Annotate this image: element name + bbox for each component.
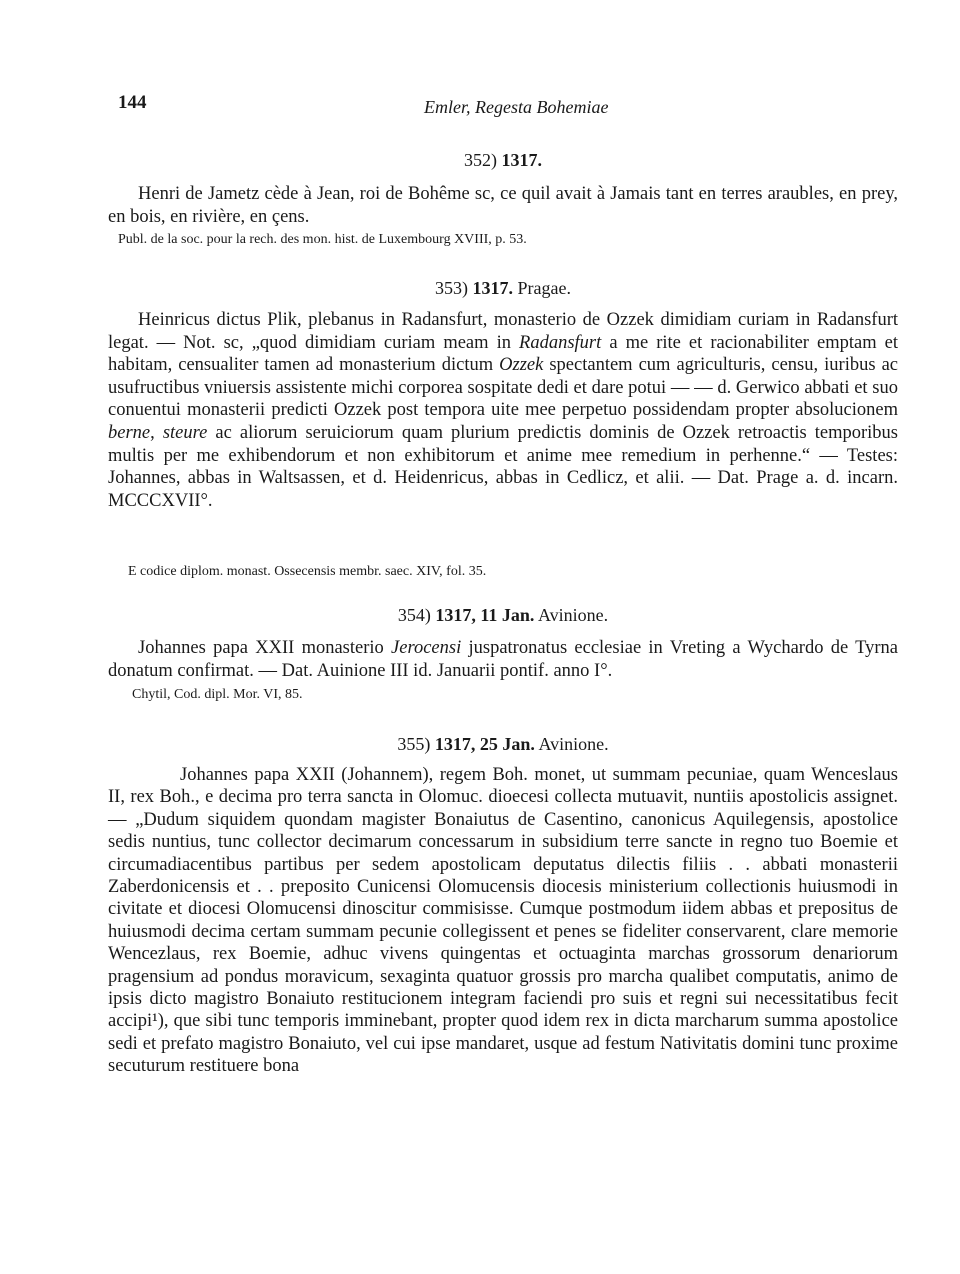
text-part: a me rite et racionabiliter emptam et habitam, censualiter tamen ad monasterium dictum bbox=[108, 332, 898, 376]
text-part-italic: berne bbox=[108, 422, 151, 443]
text-part: , bbox=[150, 422, 163, 443]
entry-number: 354) bbox=[397, 605, 431, 625]
page-header bbox=[118, 92, 900, 122]
entry-355-text: Johannes papa XXII (Johannem), regem Boh. monet, ut summam pecuniae, quam Wenceslaus II, rex Boh., e decima pro terra sancta in Olomuc. dioecesi collecta mutuavit, nuntiis apostolicis assignet. — „Dudum siquidem quondam magister Bonaiutus de Casentino, canonicus Aquilegensis, apostolice sedis nuntius, tunc collector decimarum concessarum in subsidium terre sancte in regno tuo Boemie et circumadiacentibus partibus per sedem apostolicam deputatus dilectis filiis . . abbati monasterii Zaberdonicensis et . . preposito Cunicensi Olomucensis diocesis ministerium collectionis huiusmodi in civitate et diocesi Olomucensi dinoscitur commisisse. Cumque postmodum iidem abbas et prepositus de huiusmodi decima certam summam pecunie collegissent et penes se fideliter conservarent, clare memorie Wencezlaus, rex Boemie, adhuc vivens quingentas et octuaginta marchas grossorum denariorum pragensium ad pondus moravicum, sexaginta quatuor grossis pro marcha qualibet computatis, animo de ipsis dicto magistro Bonaiuto restitucionem integram faciendi pro suis et regni sui necessitatibus fecit accipi¹), que sibi tunc temporis imminebant, propter quod idem rex in dicta marcharum summa apostolice sedi et prefato magistro Bonaiuto, vel cui ipse mandaret, usque ad festum Nativitatis domini tunc proxime secuturum restituere bona bbox=[108, 765, 898, 1077]
entry-number: 352) bbox=[464, 150, 497, 170]
entry-354-text bbox=[108, 637, 898, 682]
entry-place: Avinione. bbox=[538, 734, 609, 754]
entry-date: 1317. bbox=[472, 278, 513, 298]
entry-date: 1317, bbox=[435, 605, 476, 625]
text-part: Heinricus dictus Plik, plebanus in Radansfurt, monasterio de Ozzek dimidiam curiam in Radansfurt legat. — Not. sc, „quod dimidiam curiam meam in bbox=[108, 310, 898, 353]
entry-day: 25 Jan. bbox=[479, 734, 535, 754]
running-head: Emler, Regesta Bohemiae bbox=[424, 97, 609, 117]
text-part: Johannes papa XXII monasterio bbox=[138, 638, 392, 658]
entry-place: Pragae. bbox=[517, 278, 571, 298]
entry-353-text bbox=[108, 309, 898, 512]
text-part-italic: steure bbox=[162, 422, 208, 443]
entry-date: 1317. bbox=[501, 150, 542, 170]
text-part: spectantem cum agriculturis, censu, iuribus ac usufructibus vniuersis assistente michi corporea sospitate dedi et dare potui — — d. Gerwico abbati et suo conuentui monasterii predicti Ozzek post tempora uite mee perpetuo possidendam propter absolucionem bbox=[108, 355, 898, 421]
entry-date: 1317, bbox=[434, 734, 476, 754]
text-part: juspatronatus ecclesiae in Vreting a Wychardo de Tyrna donatum confirmat. — Dat. Auinione III id. Januarii pontif. anno I°. bbox=[108, 638, 898, 681]
text-part: ac aliorum seruiciorum quam plurium predictis dominis de Ozzek retroactis temporibus multis per me exhibendorum et non exhibitorum et anime mee remedium in perhenne.“ — Testes: Johannes, abbas in Waltsassen, et d. Heidenricus, abbas in Cedlicz, et alii. — Dat. Prage a. d. incarn. MCCCXVII°. bbox=[108, 422, 899, 511]
entry-353-heading bbox=[108, 278, 898, 299]
text-part-italic: Ozzek bbox=[499, 355, 544, 376]
entry-352-text: Henri de Jametz cède à Jean, roi de Bohême sc, ce quil avait à Jamais tant en terres araubles, en prey, en bois, en rivière, en çens. bbox=[108, 184, 898, 227]
text-part-italic: Radansfurt bbox=[519, 332, 602, 353]
entry-353-source: E codice diplom. monast. Ossecensis membr. saec. XIV, fol. 35. bbox=[128, 564, 487, 579]
entry-354-heading bbox=[108, 605, 898, 626]
entry-place: Avinione. bbox=[537, 605, 609, 625]
entry-number: 355) bbox=[397, 734, 431, 754]
entry-number: 353) bbox=[435, 278, 468, 298]
entry-354-source: Chytil, Cod. dipl. Mor. VI, 85. bbox=[132, 687, 303, 702]
entry-352-heading bbox=[108, 150, 898, 171]
entry-352-source: Publ. de la soc. pour la rech. des mon. hist. de Luxembourg XVIII, p. 53. bbox=[118, 232, 527, 247]
text-part-italic: Jerocensi bbox=[391, 638, 462, 658]
entry-day: 11 Jan. bbox=[480, 605, 535, 625]
page-number: 144 bbox=[118, 92, 147, 113]
entry-355-heading bbox=[108, 734, 898, 755]
